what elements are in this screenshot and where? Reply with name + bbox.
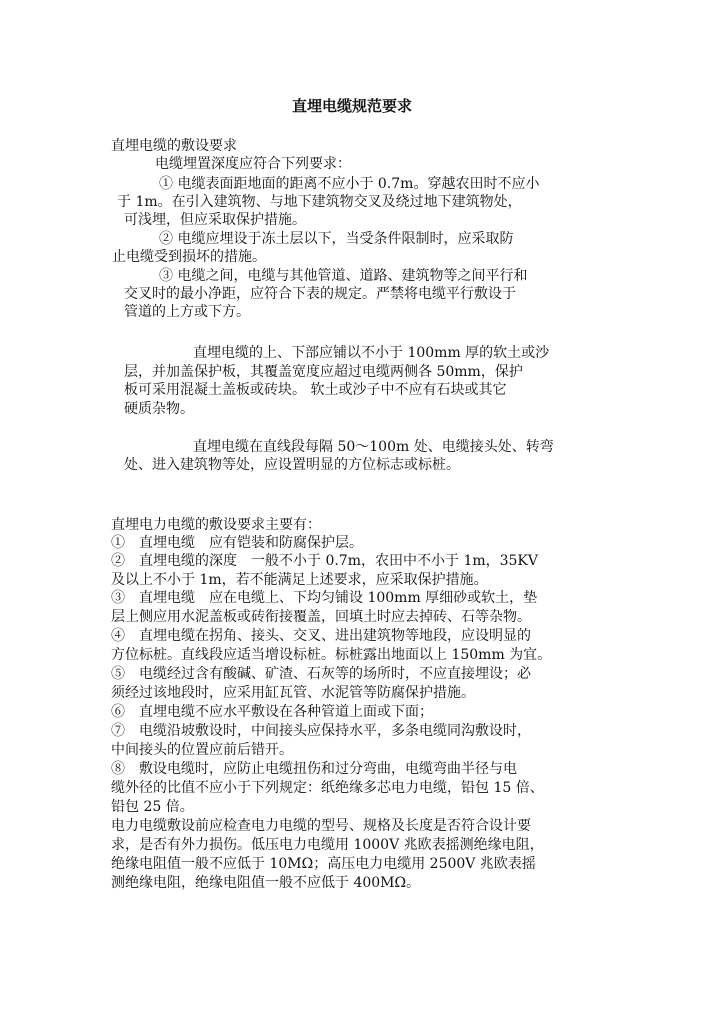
requirement-line: 及以上不小于 1m，若不能满足上述要求，应采取保护措施。 xyxy=(111,572,488,588)
rule-3-line-1: ③ 电缆之间，电缆与其他管道、道路、建筑物等之间平行和 xyxy=(159,268,528,284)
requirement-line: 铅包 25 倍。 xyxy=(111,799,194,815)
section-heading-laying: 直埋电缆的敷设要求 xyxy=(111,138,237,154)
rule-1-line-3: 可浅埋，但应采取保护措施。 xyxy=(124,212,306,228)
requirement-line: 绝缘电阻值一般不应低于 10MΩ；高压电力电缆用 2500V 兆欧表摇 xyxy=(111,856,536,872)
section-heading-power-cable: 直埋电力电缆的敷设要求主要有： xyxy=(111,517,321,533)
rule-3-line-3: 管道的上方或下方。 xyxy=(124,304,250,320)
requirement-line: ④ 直埋电缆在拐角、接头、交叉、进出建筑物等地段，应设明显的 xyxy=(111,628,531,644)
requirement-line: ② 直埋电缆的深度 一般不小于 0.7m，农田中不小于 1m，35KV xyxy=(111,553,539,569)
rule-1-line-2: 于 1m。在引入建筑物、与地下建筑物交叉及绕过地下建筑物处， xyxy=(117,194,522,210)
rule-3-line-2: 交叉时的最小净距，应符合下表的规定。严禁将电缆平行敷设于 xyxy=(124,286,516,302)
marker-paragraph-line-2: 处、进入建筑物等处，应设置明显的方位标志或标桩。 xyxy=(124,457,460,473)
soil-paragraph-line-3: 板可采用混凝土盖板或砖块。 软土或沙子中不应有石块或其它 xyxy=(124,382,507,398)
rule-1-line-1: ① 电缆表面距地面的距离不应小于 0.7m。穿越农田时不应小 xyxy=(159,176,540,192)
requirement-line: 电力电缆敷设前应检查电力电缆的型号、规格及长度是否符合设计要 xyxy=(111,818,531,834)
requirement-line: 求，是否有外力损伤。低压电力电缆用 1000V 兆欧表摇测绝缘电阻， xyxy=(111,837,544,853)
requirement-line: ⑧ 敷设电缆时，应防止电缆扭伤和过分弯曲，电缆弯曲半径与电 xyxy=(111,761,517,777)
requirement-line: 须经过该地段时，应采用缸瓦管、水泥管等防腐保护措施。 xyxy=(111,685,475,701)
requirement-line: 方位标桩。直线段应适当增设标桩。标桩露出地面以上 150mm 为宜。 xyxy=(111,647,552,663)
depth-intro: 电缆埋置深度应符合下列要求： xyxy=(155,156,351,172)
requirement-line: ⑤ 电缆经过含有酸碱、矿渣、石灰等的场所时，不应直接埋设；必 xyxy=(111,666,531,682)
soil-paragraph-line-4: 硬质杂物。 xyxy=(124,401,194,417)
requirement-line: ⑦ 电缆沿坡敷设时，中间接头应保持水平，多条电缆同沟敷设时， xyxy=(111,723,531,739)
soil-paragraph-line-2: 层，并加盖保护板，其覆盖宽度应超过电缆两侧各 50mm，保护 xyxy=(124,364,523,380)
rule-2-line-2: 止电缆受到损坏的措施。 xyxy=(112,249,266,265)
requirement-line: ③ 直埋电缆 应在电缆上、下均匀铺设 100mm 厚细砂或软土，垫 xyxy=(111,590,538,606)
requirement-line: 中间接头的位置应前后错开。 xyxy=(111,742,293,758)
requirement-line: 缆外径的比值不应小于下列规定：纸绝缘多芯电力电缆，铅包 15 倍、 xyxy=(111,780,544,796)
requirement-line: 测绝缘电阻，绝缘电阻值一般不应低于 400MΩ。 xyxy=(111,875,421,891)
soil-paragraph-line-1: 直埋电缆的上、下部应铺以不小于 100mm 厚的软土或沙 xyxy=(193,345,550,361)
marker-paragraph-line-1: 直埋电缆在直线段每隔 50～100m 处、电缆接头处、转弯 xyxy=(193,439,554,455)
requirement-line: 层上侧应用水泥盖板或砖衔接覆盖，回填土时应去掉砖、石等杂物。 xyxy=(111,609,531,625)
requirement-line: ① 直埋电缆 应有铠装和防腐保护层。 xyxy=(111,535,363,551)
rule-2-line-1: ② 电缆应埋设于冻土层以下，当受条件限制时，应采取防 xyxy=(159,231,514,247)
document-title: 直埋电缆规范要求 xyxy=(292,97,413,115)
requirement-line: ⑥ 直埋电缆不应水平敷设在各种管道上面或下面； xyxy=(111,704,433,720)
